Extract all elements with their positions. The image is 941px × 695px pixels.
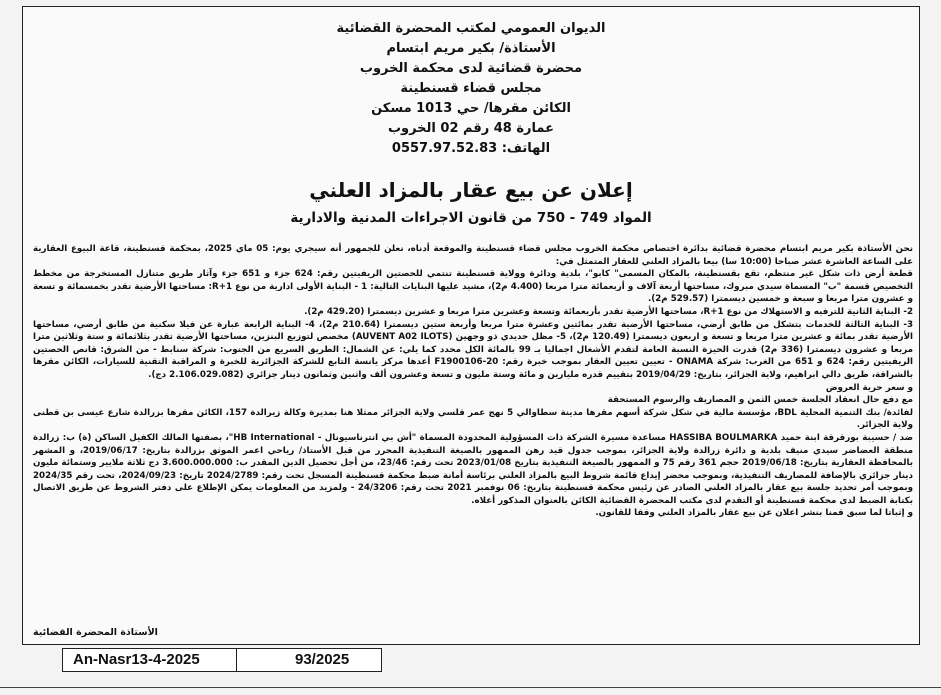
bailiff-name: الأستاذة/ بكير مريم ابتسام <box>386 41 556 56</box>
body-paragraph: 3- البناية الثالثة للخدمات بتشكل من طابق أرضي، مساحتها الأرضية تقدر بمائتين وعشرة مترا مربعا وأربعة ستين ديسمترا (210.64 م2)، 4- البناية الرابعة عبارة عن فيلا سكنية من طابق أرضي، مساحتها الأرضية تقدر بمائة و عشرين مترا مربعا و تسعة و اربعون ديسمترا (120.49 م2)، 5- مظل حديدي ذو وجهين (AUVENT A02 ILOTS) مخصص لتوزيع البنزين، مساحتها الأرضية تقدر بثلاثمائة و ستة وثلاثين مترا مربعا و عشرون ديسمترا (336 م2) قدرت الحيزة النسبة العامة لتقدم الأشغال اجماليا بـ 99 بالمائة الكل محدد كما يلي: عن الشمال: الطريق السريع من الجنوب: شركة سنابط - من الشرق: قانص الحصتين الريفيتين رقم: 624 و 651 من الغرب: شركة ONAMA - تعيين تعيين العقار بموجب خبرة رقم: 20-F1900106 أعدها مركز يانسة التابع للشركة الجزائرية للخبرة و المراقبة التقنية للسيارات، الكائن مقرها بالشراقة، طريق دالي ابراهيم، ولاية الجزائر، بتاريخ: 2019/04/29 بتقييم قدره مليارين و مائة وستة مليون و تسعة وعشرون ألف واثنين وثمانون دينار جزائري (2.106.029.082 دج). <box>33 319 914 380</box>
address-line: الكائن مقرها/ حي 1013 مسكن <box>371 101 571 116</box>
bottom-divider <box>0 687 941 688</box>
notice-body <box>33 243 913 520</box>
footer-divider <box>236 649 237 671</box>
body-paragraph: ضد / حسيبة بورقرقة ابنة حميد HASSIBA BOULMARKA مساعدة مسيرة الشركة ذات المسؤولية المحدودة المسماة "أش بي انترناسيونال - HB International"، بصفتها المالك الكفيل الساكن (ة) ب: زرالدة منطقة العضاضر سيدي منيف بلدية و دائرة زرالدة ولاية الجزائر، بموجب جدول قيد رهن الممهور بالصيغة التنفيذية المحرر من قبل الأستاذ/ رياحي اعمر الموثق بزرالدة بتاريخ: 2019/06/17، و المشهر بالمحافظة العقارية بتاريخ: 2019/06/18 حجم 361 رقم 75 و الممهور بالصيغة التنفيذية بتاريخ 2023/01/08 تحت رقم: 23/46، من أجل تحصيل الدين المقدر ب: 3.600.000.000 دج ثلاثة ملايير وستمائة مليون دينار جزائري بالإضافة للمصاريف التنفيذية، وبموجب محضر إيداع قائمة شروط البيع بالمزاد العلني برئاسة أمانة ضبط محكمة قسنطينة المسجل تحت رقم: 2024/2789 تاريخ: 2024/09/23، تحت رقم 2024/35 وبموجب أمر تحديد جلسة بيع عقار بالمزاد العلني الصادر عن رئيس محكمة قسنطينة بتاريخ: 06 نوفمبر 2021 تحت رقم: 24/3206 - ولمزيد من المعلومات يمكن الإطلاع على دفتر الشروط عن طريق الاتصال بكتابة الضبط لدى محكمة قسنطينة أو التقدم لدى مكتب المحضرة القضائية الكائن بالعنوان المذكور أعلاه. <box>33 432 914 506</box>
publication-footer <box>62 648 382 672</box>
notice-title: إعلان عن بيع عقار بالمزاد العلني <box>309 178 633 202</box>
signature: الأستاذة المحضرة القضائية <box>33 627 158 638</box>
body-paragraph: و سعر حرية العروض <box>825 382 913 393</box>
phone-line: الهاتف: 0557.97.52.83 <box>391 141 551 156</box>
body-paragraph: مع دفع حال انعقاد الجلسة خمس الثمن و المصاريف والرسوم المستحقة <box>607 395 913 406</box>
office-header <box>23 19 919 159</box>
building-line: عمارة 48 رقم 02 الخروب <box>387 121 555 136</box>
notice-subtitle: المواد 749 - 750 من قانون الاجراءات المدنية والادارية <box>290 210 652 226</box>
publication-number: 93/2025 <box>295 651 350 668</box>
office-name: الديوان العمومي لمكتب المحضرة القضائية <box>336 21 606 36</box>
notice-frame <box>22 6 920 645</box>
publication-reference: An-Nasr13-4-2025 <box>73 651 200 668</box>
bailiff-title: محضرة قضائية لدى محكمة الخروب <box>359 61 583 76</box>
body-paragraph: لفائدة/ بنك التنمية المحلية BDL، مؤسسة مالية في شكل شركة أسهم مقرها مدينة سطاوالي 5 نهج عمر قلسي ولاية الجزائر ممثلا هنا بمديرة وكالة زيرالدة 157، الكائن مقرها بزرالدة شارع عيسى بن قطنى ولاية الجزائر. <box>33 407 913 431</box>
body-paragraph: قطعة أرض ذات شكل غير منتظم، تقع بقسنطينة، بالمكان المسمى" كابو"، بلدية ودائرة وولاية قسنطينة تنتمي للحصتين الريفيتين رقم: 624 جزء و 651 جزء وآثار طريق متنازل المستخرجة من مخطط التخصيص قسمة "ب" المسماة سيدي مبروك، مساحتها أربعة آلاف و أربعمائة مترا مربعا (4.400 م2)، مشيد عليها البنايات التالية: 1 - البناية الأولى ادارية من نوع R+1: مساحتها الأرضية تقدر بخمسمائة و تسعة و عشرون مترا مربعا و سبعة و خمسين ديسمترا (529.57 م2). <box>33 269 913 305</box>
body-paragraph: نحن الأستاذة بكير مريم ابتسام محضرة قضائية بدائرة اختصاص محكمة الخروب مجلس قضاء قسنطينة والموقعة أدناه، نعلن للجمهور أنه سيجري يوم: 05 ماي 2025، بمحكمة قسنطينة، قاعة البيوع العقارية على الساعة العاشرة عشر صباحا (10:00 سا) بيعا بالمزاد العلني للعقار المتمثل في: <box>33 244 914 267</box>
body-paragraph: 2- البناية الثانية للترفيه و الاستهلاك من نوع R+1، مساحتها الأرضية تقدر بأربعمائة وتسعة وعشرين مترا مربعا و عشرين ديسمترا (429.20 م2). <box>304 306 913 317</box>
court-council: مجلس قضاء قسنطينة <box>400 81 542 96</box>
body-paragraph: و إثباتا لما سبق قمنا بنشر اعلان عن بيع عقار بالمزاد العلني وفقا للقانون. <box>595 508 913 519</box>
